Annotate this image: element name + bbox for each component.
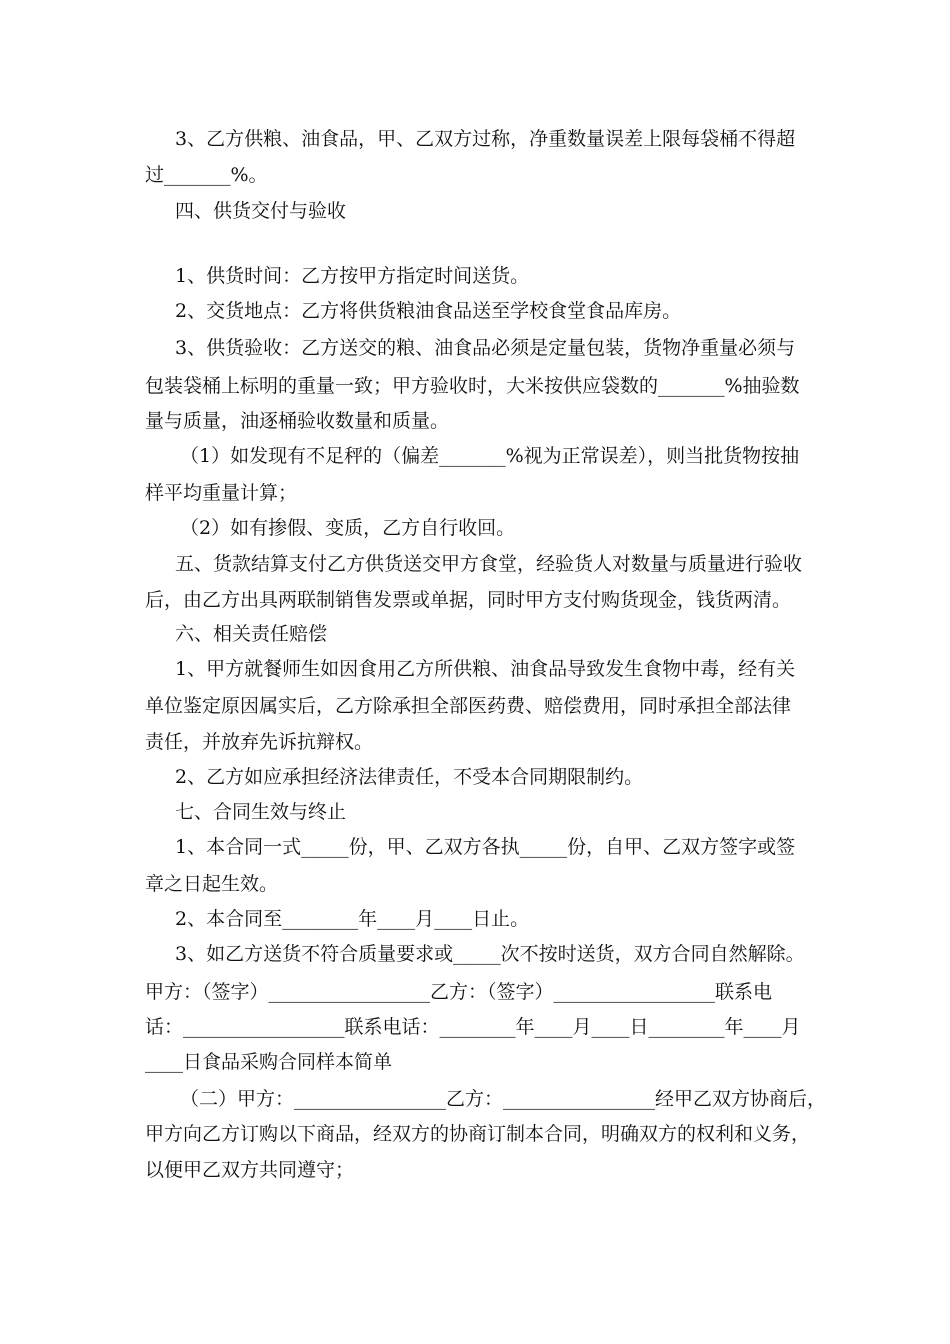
paragraph-line: 3、如乙方送货不符合质量要求或_____次不按时送货，双方合同自然解除。 [175, 943, 805, 965]
paragraph-line: 2、乙方如应承担经济法律责任，不受本合同期限制约。 [175, 766, 644, 788]
paragraph-line: （二）甲方：________________乙方：________________经甲乙双方协商后， [180, 1088, 827, 1110]
paragraph-line: 责任，并放弃先诉抗辩权。 [145, 731, 374, 753]
paragraph-line: 2、本合同至________年____月____日止。 [175, 908, 530, 930]
signature-line: 甲方：（签字）_________________乙方：（签字）_________________联系电 [145, 981, 773, 1003]
paragraph-line: 章之日起生效。 [145, 873, 279, 895]
paragraph-line: 1、供货时间：乙方按甲方指定时间送货。 [175, 265, 530, 287]
section-heading: 七、合同生效与终止 [175, 801, 347, 823]
section-heading: 六、相关责任赔偿 [175, 623, 328, 645]
signature-line: 话：_________________联系电话：________年____月____日________年____月 [145, 1016, 801, 1038]
paragraph-line: 1、本合同一式_____份，甲、乙双方各执_____份，自甲、乙双方签字或签 [175, 836, 796, 858]
paragraph-line: 甲方向乙方订购以下商品，经双方的协商订制本合同，明确双方的权利和义务， [145, 1123, 811, 1145]
paragraph-line: 1、甲方就餐师生如因食用乙方所供粮、油食品导致发生食物中毒，经有关 [175, 658, 796, 680]
paragraph-line: 以便甲乙双方共同遵守； [145, 1159, 355, 1181]
paragraph-line: 后，由乙方出具两联制销售发票或单据，同时甲方支付购货现金，钱货两清。 [145, 589, 792, 611]
paragraph-line: 样平均重量计算； [145, 482, 298, 504]
paragraph-line: 五、货款结算支付乙方供货送交甲方食堂，经验货人对数量与质量进行验收 [175, 553, 803, 575]
paragraph-line: 3、乙方供粮、油食品，甲、乙双方过称，净重数量误差上限每袋桶不得超 [175, 128, 796, 150]
paragraph-line: （2）如有掺假、变质，乙方自行收回。 [180, 517, 516, 539]
paragraph-line: 量与质量，油逐桶验收数量和质量。 [145, 410, 450, 432]
paragraph-line: 2、交货地点：乙方将供货粮油食品送至学校食堂食品库房。 [175, 300, 682, 322]
paragraph-line: 3、供货验收：乙方送交的粮、油食品必须是定量包装，货物净重量必须与 [175, 337, 796, 359]
paragraph-line: ____日食品采购合同样本简单 [145, 1051, 393, 1073]
paragraph-line: 过_______%。 [145, 164, 268, 186]
section-heading: 四、供货交付与验收 [175, 200, 347, 222]
paragraph-line: 包装袋桶上标明的重量一致；甲方验收时，大米按供应袋数的_______%抽验数 [145, 375, 800, 397]
paragraph-line: 单位鉴定原因属实后，乙方除承担全部医药费、赔偿费用，同时承担全部法律 [145, 695, 792, 717]
paragraph-line: （1）如发现有不足秤的（偏差_______%视为正常误差），则当批货物按抽 [180, 445, 800, 467]
